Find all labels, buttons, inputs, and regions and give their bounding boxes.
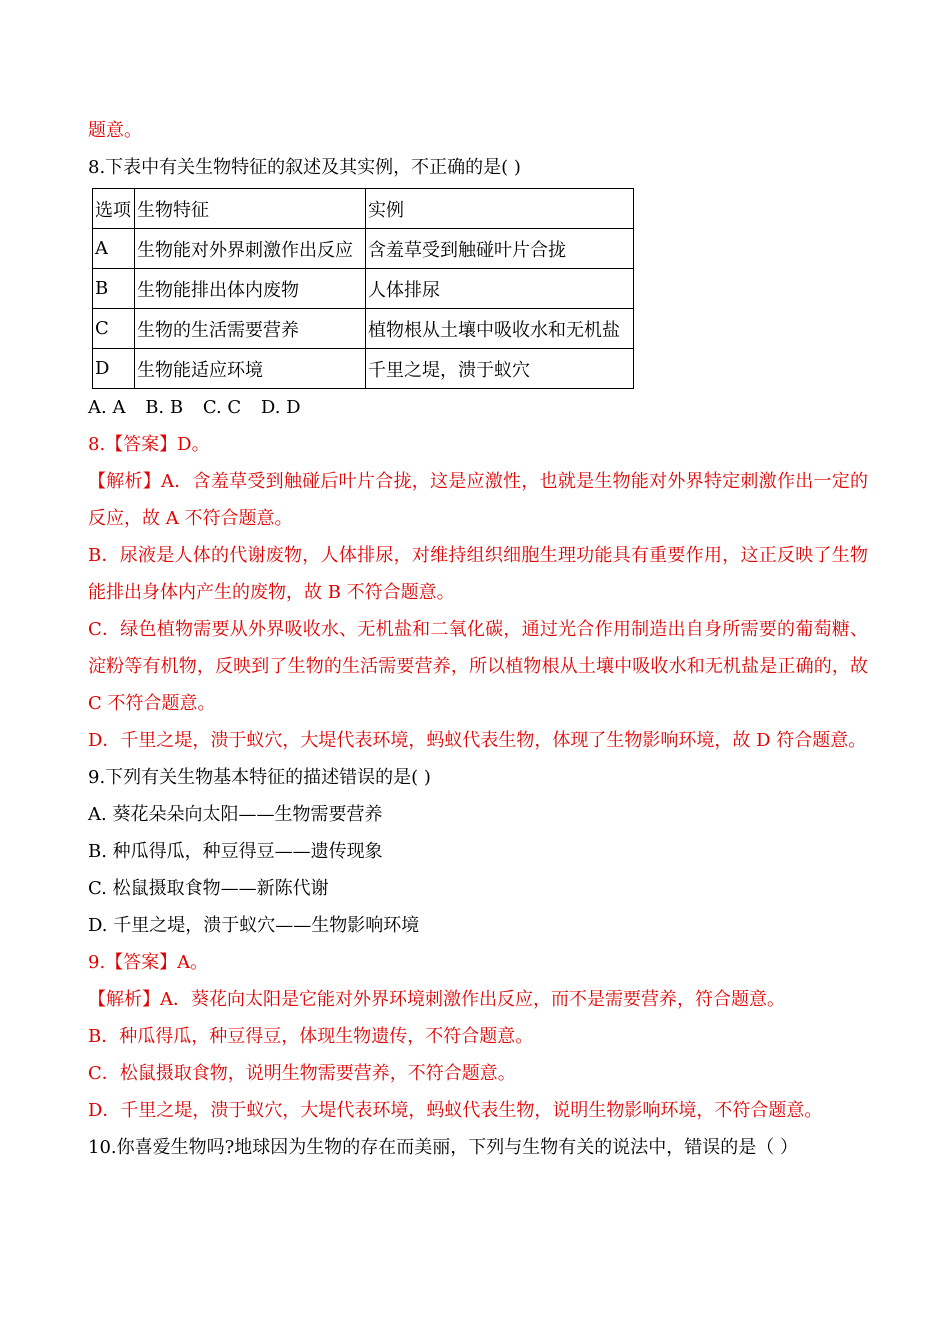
question-9-option-c: C. 松鼠摄取食物——新陈代谢 <box>88 878 329 899</box>
question-8-table <box>92 188 634 389</box>
question-9-answer: 9.【答案】A。 <box>88 952 209 973</box>
question-9-analysis-c: C．松鼠摄取食物，说明生物需要营养，不符合题意。 <box>88 1063 516 1084</box>
option-d: D. D <box>260 397 301 418</box>
table-header-cell: 选项 <box>93 189 135 229</box>
table-cell: 千里之堤，溃于蚁穴 <box>366 349 634 389</box>
question-9-stem: 9.下列有关生物基本特征的描述错误的是( ) <box>88 767 431 788</box>
table-cell: 人体排尿 <box>366 269 634 309</box>
table-cell: D <box>93 349 135 389</box>
table-cell: C <box>93 309 135 349</box>
table-row <box>93 269 634 309</box>
question-9-analysis-a: 【解析】A．葵花向太阳是它能对外界环境刺激作出反应，而不是需要营养，符合题意。 <box>88 989 785 1010</box>
question-9-analysis-b: B．种瓜得瓜，种豆得豆，体现生物遗传，不符合题意。 <box>88 1026 534 1047</box>
question-8-options <box>88 389 868 426</box>
question-9-option-d: D. 千里之堤，溃于蚁穴——生物影响环境 <box>88 915 420 936</box>
question-8-analysis-c: C．绿色植物需要从外界吸收水、无机盐和二氧化碳，通过光合作用制造出自身所需要的葡萄糖、淀粉等有机物，反映到了生物的生活需要营养，所以植物根从土壤中吸收水和无机盐是正确的，故 C 不符合题意。 <box>88 619 868 714</box>
question-8-analysis-a: 【解析】A．含羞草受到触碰后叶片合拢，这是应激性，也就是生物能对外界特定刺激作出一定的反应，故 A 不符合题意。 <box>88 471 868 529</box>
previous-analysis-continuation: 题意。 <box>88 120 142 141</box>
table-cell: 生物能对外界刺激作出反应 <box>135 229 366 269</box>
table-cell: 植物根从土壤中吸收水和无机盐 <box>366 309 634 349</box>
table-cell: 生物能排出体内废物 <box>135 269 366 309</box>
question-9-option-b: B. 种瓜得瓜，种豆得豆——遗传现象 <box>88 841 383 862</box>
table-row <box>93 349 634 389</box>
table-row <box>93 309 634 349</box>
question-9-option-a: A. 葵花朵朵向太阳——生物需要营养 <box>88 804 383 825</box>
option-c: C. C <box>202 397 242 418</box>
table-cell: 生物的生活需要营养 <box>135 309 366 349</box>
table-cell: 含羞草受到触碰叶片合拢 <box>366 229 634 269</box>
table-cell: 生物能适应环境 <box>135 349 366 389</box>
question-8-answer: 8.【答案】D。 <box>88 434 210 455</box>
question-10-stem: 10.你喜爱生物吗?地球因为生物的存在而美丽，下列与生物有关的说法中，错误的是（ ） <box>88 1137 798 1158</box>
table-header-cell: 实例 <box>366 189 634 229</box>
option-b: B. B <box>145 397 184 418</box>
table-header-cell: 生物特征 <box>135 189 366 229</box>
question-9-analysis-d: D．千里之堤，溃于蚁穴，大堤代表环境，蚂蚁代表生物，说明生物影响环境，不符合题意。 <box>88 1100 823 1121</box>
table-cell: A <box>93 229 135 269</box>
table-header-row <box>93 189 634 229</box>
table-row <box>93 229 634 269</box>
question-8-analysis-b: B．尿液是人体的代谢废物，人体排尿，对维持组织细胞生理功能具有重要作用，这正反映了生物能排出身体内产生的废物，故 B 不符合题意。 <box>88 545 868 603</box>
table-cell: B <box>93 269 135 309</box>
option-a: A. A <box>88 397 126 418</box>
question-8-stem: 8.下表中有关生物特征的叙述及其实例，不正确的是( ) <box>88 157 521 178</box>
document-page <box>88 112 868 1166</box>
question-8-analysis-d: D．千里之堤，溃于蚁穴，大堤代表环境，蚂蚁代表生物，体现了生物影响环境，故 D 符合题意。 <box>88 730 867 751</box>
